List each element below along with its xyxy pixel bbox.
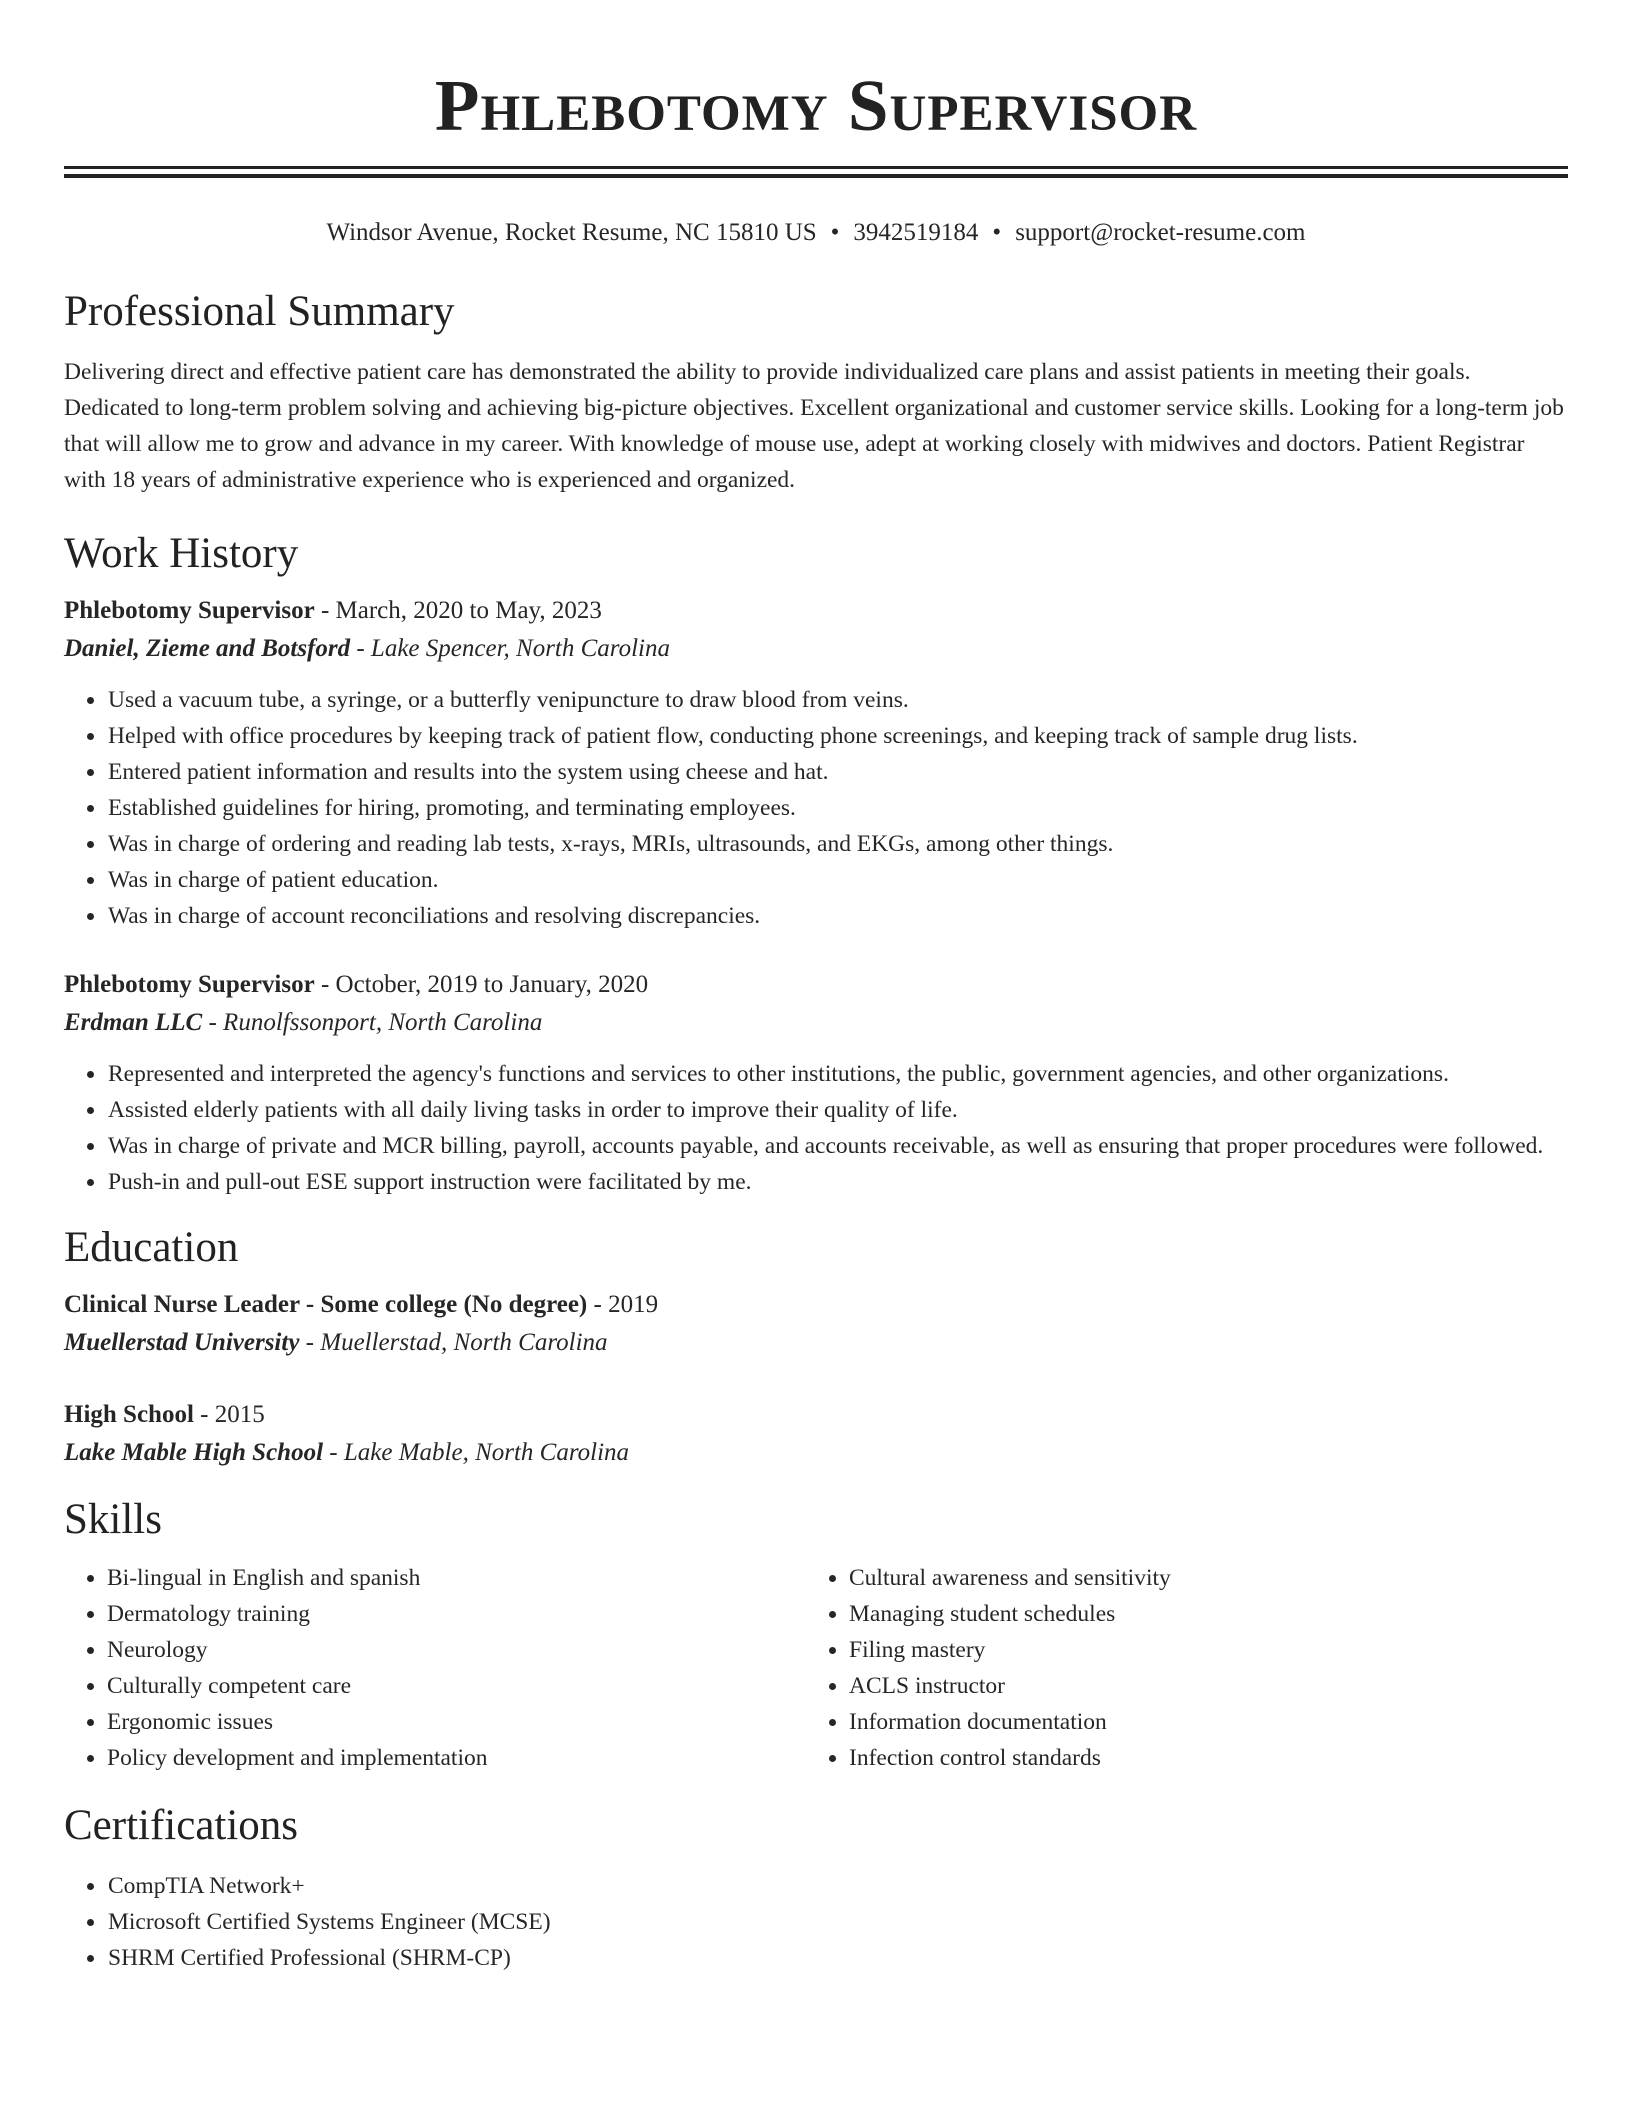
list-item: • Culturally competent care <box>107 1668 806 1704</box>
education-year: - 2019 <box>587 1291 659 1318</box>
list-item: • Was in charge of patient education. <box>107 862 1568 898</box>
certifications-list <box>64 1868 1568 1976</box>
list-item: • Dermatology training <box>107 1596 806 1632</box>
contact-email: support@rocket-resume.com <box>1015 219 1306 246</box>
education-degree: High School <box>64 1401 194 1428</box>
list-item: • Was in charge of account reconciliations and resolving discrepancies. <box>107 898 1568 934</box>
job-entry <box>64 592 1568 934</box>
job-company: Daniel, Zieme and Botsford <box>64 635 351 662</box>
list-item: • Neurology <box>107 1632 806 1668</box>
list-item: • Filing mastery <box>849 1632 1548 1668</box>
list-item: • Ergonomic issues <box>107 1704 806 1740</box>
education-school: Lake Mable High School <box>64 1439 324 1466</box>
section-heading-skills: Skills <box>64 1496 162 1543</box>
job-location: - Lake Spencer, North Carolina <box>350 635 670 662</box>
education-degree-line <box>64 1396 1568 1434</box>
list-item: • SHRM Certified Professional (SHRM-CP) <box>107 1940 1568 1976</box>
contact-address: Windsor Avenue, Rocket Resume, NC 15810 US <box>326 219 817 246</box>
contact-phone: 3942519184 <box>853 219 979 246</box>
list-item: • Infection control standards <box>849 1740 1548 1776</box>
job-company-line <box>64 1004 1568 1042</box>
list-item: • Established guidelines for hiring, promoting, and terminating employees. <box>107 790 1568 826</box>
contact-separator: • <box>992 219 1002 246</box>
list-item: • Was in charge of private and MCR billing, payroll, accounts payable, and accounts receivable, as well as ensuring that proper procedures were followed. <box>107 1128 1568 1164</box>
job-company-line <box>64 630 1568 668</box>
list-item: • Policy development and implementation <box>107 1740 806 1776</box>
job-company: Erdman LLC <box>64 1009 203 1036</box>
list-item: • Microsoft Certified Systems Engineer (MCSE) <box>107 1904 1568 1940</box>
title-divider-bottom <box>64 174 1568 178</box>
resume-page <box>64 0 1568 1976</box>
education-degree-line <box>64 1286 1568 1324</box>
title-divider-top <box>64 166 1568 169</box>
section-heading-certifications: Certifications <box>64 1802 299 1849</box>
education-school-line <box>64 1324 1568 1362</box>
job-title-line <box>64 966 1568 1004</box>
education-entry <box>64 1286 1568 1362</box>
skills-list-left <box>64 1560 806 1776</box>
list-item: • ACLS instructor <box>849 1668 1548 1704</box>
education-location: - Lake Mable, North Carolina <box>323 1439 630 1466</box>
list-item: • Assisted elderly patients with all daily living tasks in order to improve their quality of life. <box>107 1092 1568 1128</box>
list-item: • Used a vacuum tube, a syringe, or a butterfly venipuncture to draw blood from veins. <box>107 682 1568 718</box>
list-item: • Cultural awareness and sensitivity <box>849 1560 1548 1596</box>
job-duties-list <box>64 1056 1568 1200</box>
list-item: • Was in charge of ordering and reading lab tests, x-rays, MRIs, ultrasounds, and EKGs, among other things. <box>107 826 1568 862</box>
resume-title: Phlebotomy Supervisor <box>434 65 1198 146</box>
list-item: • Represented and interpreted the agency's functions and services to other institutions, the public, government agencies, and other organizations. <box>107 1056 1568 1092</box>
skills-list-right <box>806 1560 1548 1776</box>
job-title-line <box>64 592 1568 630</box>
job-dates: - March, 2020 to May, 2023 <box>314 597 602 624</box>
job-title: Phlebotomy Supervisor <box>64 597 315 624</box>
education-entry <box>64 1396 1568 1472</box>
job-title: Phlebotomy Supervisor <box>64 971 315 998</box>
summary-text: Delivering direct and effective patient care has demonstrated the ability to provide individualized care plans and assist patients in meeting their goals. Dedicated to long-term problem solving and achieving big-picture objectives. Excellent organizational and customer service skills. Looking for a long-term job that will allow me to grow and advance in my career. With knowledge of mouse use, adept at working closely with midwives and doctors. Patient Registrar with 18 years of administrative experience who is experienced and organized. <box>64 359 1564 493</box>
list-item: • Push-in and pull-out ESE support instruction were facilitated by me. <box>107 1164 1568 1200</box>
list-item: • Entered patient information and results into the system using cheese and hat. <box>107 754 1568 790</box>
list-item: • Helped with office procedures by keeping track of patient flow, conducting phone screenings, and keeping track of sample drug lists. <box>107 718 1568 754</box>
contact-separator: • <box>830 219 840 246</box>
section-heading-education: Education <box>64 1224 239 1271</box>
list-item: • Information documentation <box>849 1704 1548 1740</box>
section-heading-work-history: Work History <box>64 530 299 577</box>
education-school-line <box>64 1434 1568 1472</box>
job-duties-list <box>64 682 1568 934</box>
list-item: • Managing student schedules <box>849 1596 1548 1632</box>
list-item: • CompTIA Network+ <box>107 1868 1568 1904</box>
contact-line <box>64 216 1568 250</box>
job-location: - Runolfssonport, North Carolina <box>202 1009 543 1036</box>
education-degree: Clinical Nurse Leader - Some college (No degree) <box>64 1291 588 1318</box>
list-item: • Bi-lingual in English and spanish <box>107 1560 806 1596</box>
education-location: - Muellerstad, North Carolina <box>299 1329 608 1356</box>
section-heading-summary: Professional Summary <box>64 288 455 335</box>
skills-grid <box>64 1560 1568 1776</box>
job-entry <box>64 966 1568 1200</box>
education-year: - 2015 <box>193 1401 265 1428</box>
education-school: Muellerstad University <box>64 1329 300 1356</box>
job-dates: - October, 2019 to January, 2020 <box>314 971 649 998</box>
